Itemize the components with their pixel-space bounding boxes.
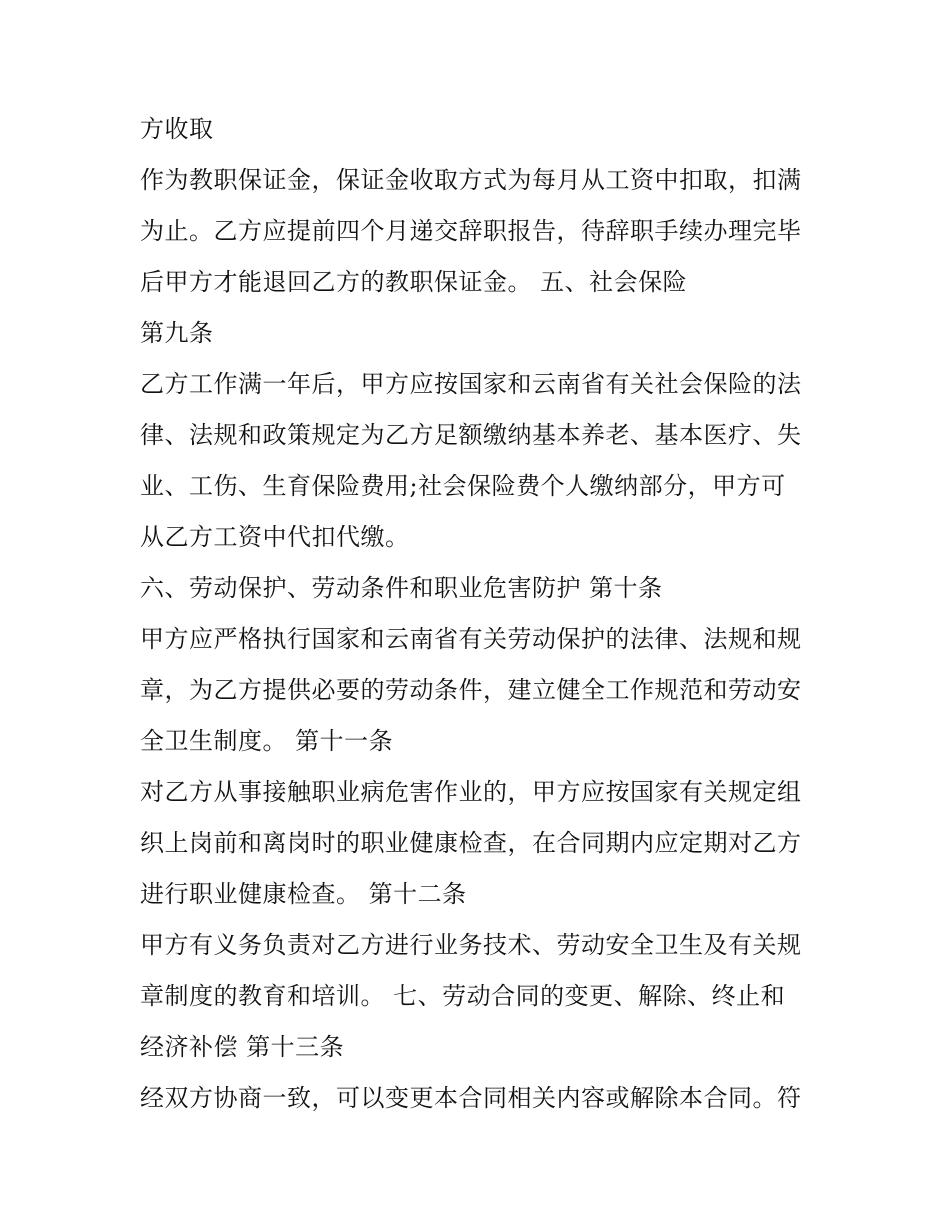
text-line: 甲方有义务负责对乙方进行业务技术、劳动安全卫生及有关规 [140,931,802,959]
text-line: 乙方工作满一年后，甲方应按国家和云南省有关社会保险的法 [140,370,802,398]
text-line: 章，为乙方提供必要的劳动条件，建立健全工作规范和劳动安 [140,676,802,704]
text-line: 对乙方从事接触职业病危害作业的，甲方应按国家有关规定组 [140,778,802,806]
text-line: 第九条 [140,319,214,347]
text-line: 六、劳动保护、劳动条件和职业危害防护 第十条 [140,574,663,602]
document-body [140,108,820,1128]
text-line: 甲方应严格执行国家和云南省有关劳动保护的法律、法规和规 [140,625,802,653]
text-line: 织上岗前和离岗时的职业健康检查，在合同期内应定期对乙方 [140,829,802,857]
text-line: 经双方协商一致，可以变更本合同相关内容或解除本合同。符 [140,1084,802,1112]
text-line: 作为教职保证金，保证金收取方式为每月从工资中扣取，扣满 [140,166,802,194]
text-line: 全卫生制度。 第十一条 [140,727,394,755]
text-line: 律、法规和政策规定为乙方足额缴纳基本养老、基本医疗、失 [140,421,802,449]
text-line: 经济补偿 第十三条 [140,1033,345,1061]
text-line: 方收取 [140,115,214,143]
text-line: 业、工伤、生育保险费用;社会保险费个人缴纳部分，甲方可 [140,472,786,500]
text-line: 后甲方才能退回乙方的教职保证金。 五、社会保险 [140,268,688,296]
text-line: 从乙方工资中代扣代缴。 [140,523,410,551]
text-line: 为止。乙方应提前四个月递交辞职报告，待辞职手续办理完毕 [140,217,802,245]
text-line: 进行职业健康检查。 第十二条 [140,880,467,908]
text-line: 章制度的教育和培训。 七、劳动合同的变更、解除、终止和 [140,982,786,1010]
